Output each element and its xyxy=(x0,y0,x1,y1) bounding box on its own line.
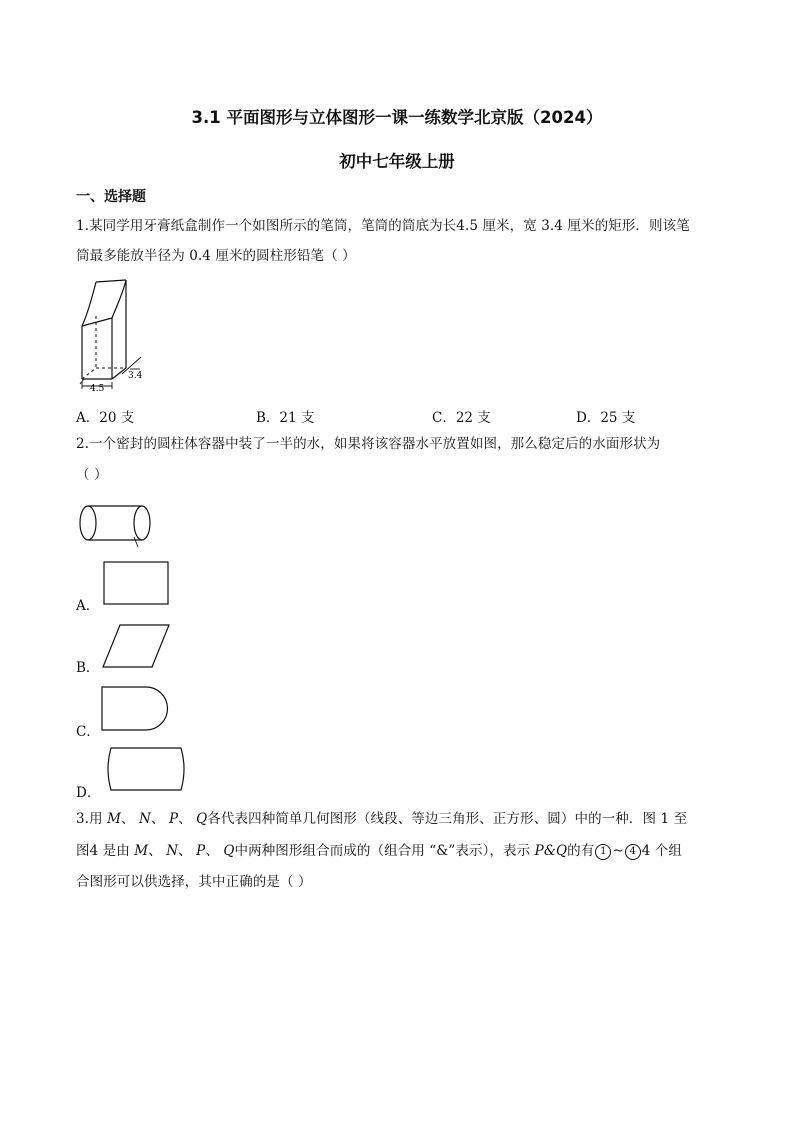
q3-sep: 、 xyxy=(178,843,197,859)
circled-number-4: 4 xyxy=(625,844,641,860)
section-heading: 一、选择题 xyxy=(76,189,146,205)
pen-holder-figure xyxy=(78,278,158,393)
q3-text: 3.用 xyxy=(76,811,108,827)
figure-length-label: 4.5 xyxy=(90,384,105,394)
q2-option-a-label[interactable]: A． xyxy=(76,598,100,614)
q3-text: 图4 是由 xyxy=(76,843,135,859)
q3-var-q: Q xyxy=(223,843,235,859)
q2-option-d-label[interactable]: D． xyxy=(76,785,101,801)
q3-var-m: M xyxy=(107,811,122,827)
q2-option-b-label[interactable]: B． xyxy=(76,660,100,676)
rectangle-semicircle-shape-icon xyxy=(101,686,169,731)
question-2-line-1: 2.一个密封的圆柱体容器中装了一半的水，如果将该容器水平放置如图，那么稳定后的水面形状为 xyxy=(76,436,661,452)
question-1-line-1: 1.某同学用牙膏纸盒制作一个如图所示的笔筒，笔筒的筒底为长4.5 厘米，宽 3.4 厘米的矩形．则该笔 xyxy=(76,218,690,234)
q3-var-p: P xyxy=(196,843,206,859)
q3-text: 4 个组 xyxy=(641,843,683,859)
question-3-line-3: 合图形可以供选择，其中正确的是（ ） xyxy=(76,874,312,890)
q3-sep: 、 xyxy=(178,811,197,827)
q3-sep: 、 xyxy=(121,811,140,827)
q3-var-p: P xyxy=(168,811,179,827)
q3-text: 的有 xyxy=(567,843,595,859)
q1-option-b[interactable]: B．21 支 xyxy=(256,410,315,426)
q3-pq: P&Q xyxy=(534,843,568,859)
q3-sep: 、 xyxy=(205,843,224,859)
parallelogram-shape-icon xyxy=(102,624,170,668)
q3-tilde: ~ xyxy=(612,843,624,859)
q3-text: 各代表四种简单几何图形（线段、等边三角形、正方形、圆）中的一种．图 1 至 xyxy=(207,811,688,827)
q3-text: 中两种图形组合而成的（组合用 “&”表示），表示 xyxy=(234,843,535,859)
question-3-line-1 xyxy=(76,804,687,834)
q1-option-c[interactable]: C．22 支 xyxy=(432,410,491,426)
horizontal-cylinder-figure xyxy=(78,503,158,549)
q1-option-a[interactable]: A．20 支 xyxy=(76,410,135,426)
q3-var-m: M xyxy=(134,843,149,859)
page-title: 3.1 平面图形与立体图形一课一练数学北京版（2024） xyxy=(191,108,603,127)
stadium-shape-icon xyxy=(103,747,189,791)
page-subtitle: 初中七年级上册 xyxy=(339,152,455,171)
question-2-line-2: （ ） xyxy=(76,467,108,483)
circled-number-1: 1 xyxy=(595,844,611,860)
question-3-line-2 xyxy=(76,836,682,866)
figure-width-label: 3.4 xyxy=(128,371,143,381)
q3-var-q: Q xyxy=(196,811,208,827)
question-1-line-2: 筒最多能放半径为 0.4 厘米的圆柱形铅笔（ ） xyxy=(76,248,356,264)
q3-var-n: N xyxy=(139,811,151,827)
rectangle-shape-icon xyxy=(103,561,169,605)
q3-var-n: N xyxy=(166,843,179,859)
q3-sep: 、 xyxy=(148,843,167,859)
q1-option-d[interactable]: D．25 支 xyxy=(576,410,636,426)
q2-option-c-label[interactable]: C． xyxy=(76,724,100,740)
q3-sep: 、 xyxy=(150,811,169,827)
